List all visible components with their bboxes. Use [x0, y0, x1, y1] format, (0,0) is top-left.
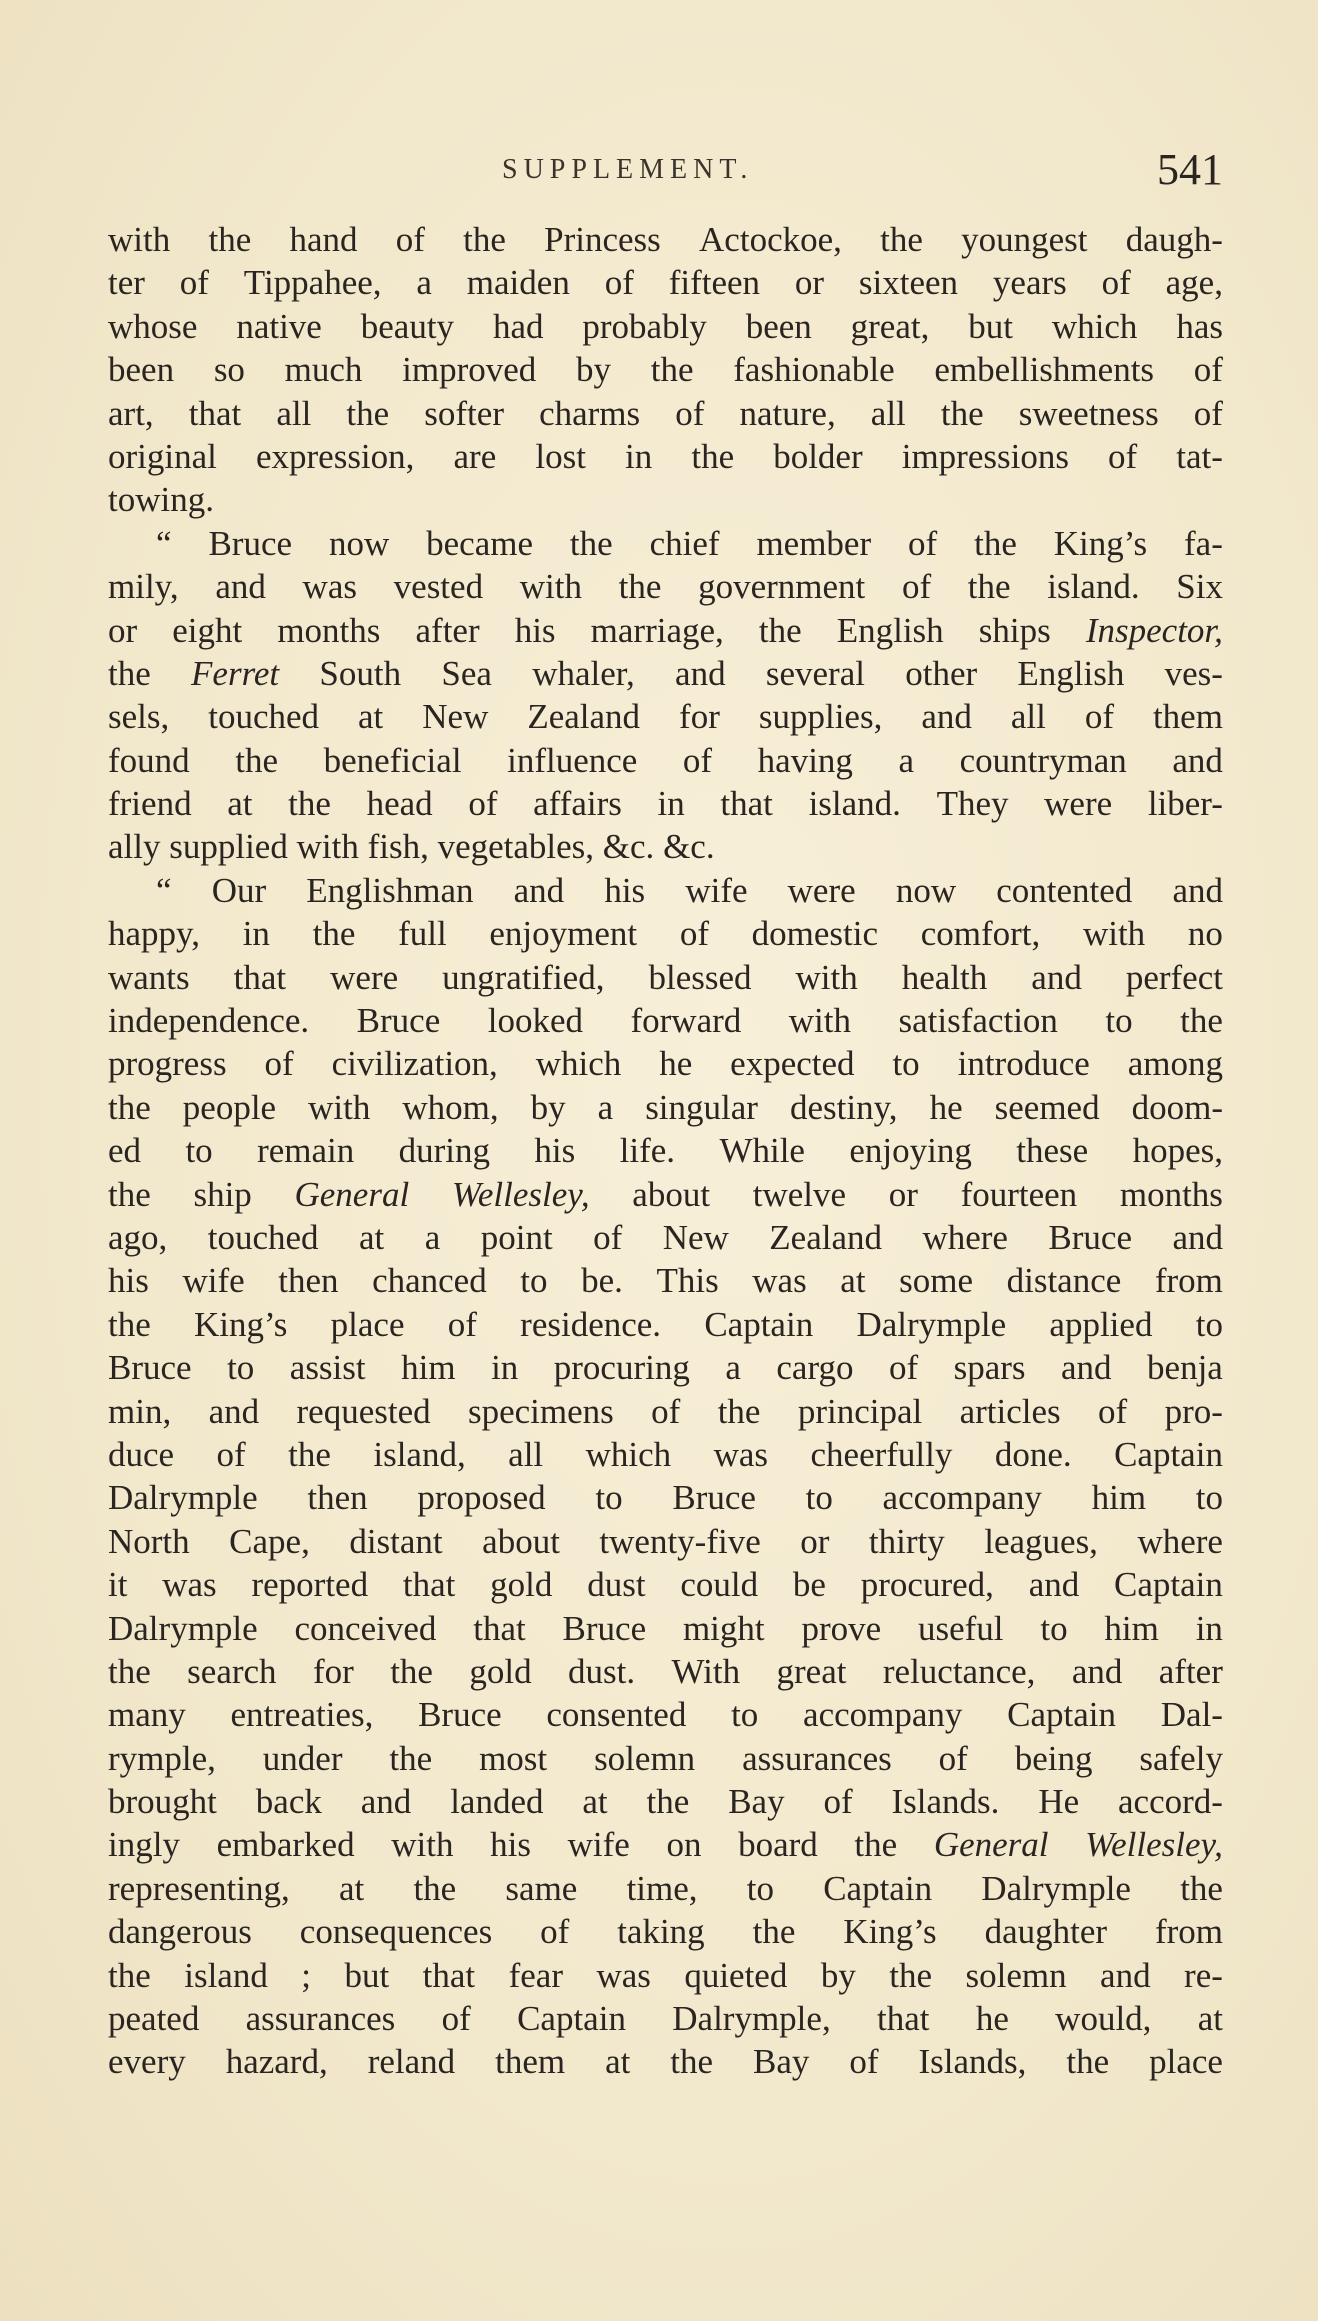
text-line: the search for the gold dust. With great reluctance, and after — [108, 1651, 1223, 1691]
text-line: towing. — [108, 480, 214, 520]
text-line: his wife then chanced to be. This was at some distance from — [108, 1261, 1223, 1301]
text-line: independence. Bruce looked forward with satisfaction to the — [108, 1001, 1223, 1041]
text-line: many entreaties, Bruce consented to accompany Captain Dal- — [108, 1695, 1223, 1735]
text-line: with the hand of the Princess Actockoe, the youngest daugh- — [108, 220, 1223, 259]
text-line: happy, in the full enjoyment of domestic comfort, with no — [108, 914, 1223, 954]
text-line: North Cape, distant about twenty-five or thirty leagues, where — [108, 1521, 1223, 1561]
text-line: ingly embarked with his wife on board the General Wellesley, — [108, 1825, 1223, 1865]
text-line: wants that were ungratified, blessed with health and perfect — [108, 957, 1223, 997]
text-line: ter of Tippahee, a maiden of fifteen or sixteen years of age, — [108, 263, 1223, 303]
text-line: brought back and landed at the Bay of Islands. He accord- — [108, 1782, 1223, 1822]
text-line: ed to remain during his life. While enjoying these hopes, — [108, 1131, 1223, 1171]
text-line: art, that all the softer charms of nature, all the sweetness of — [108, 393, 1223, 433]
text-line: the island ; but that fear was quieted by the solemn and re- — [108, 1955, 1223, 1995]
text-line: representing, at the same time, to Captain Dalrymple the — [108, 1868, 1223, 1908]
running-head: SUPPLEMENT. — [502, 154, 754, 185]
text-line: it was reported that gold dust could be procured, and Captain — [108, 1565, 1223, 1605]
text-line: sels, touched at New Zealand for supplies, and all of them — [108, 697, 1223, 737]
text-line: the ship General Wellesley, about twelve or fourteen months — [108, 1174, 1223, 1214]
text-line: mily, and was vested with the government of the island. Six — [108, 567, 1223, 607]
text-line: found the beneficial influence of having a countryman and — [108, 740, 1223, 780]
text-line: “ Our Englishman and his wife were now contented and — [156, 870, 1223, 910]
text-line: dangerous consequences of taking the King’s daughter from — [108, 1912, 1223, 1952]
text-line: Dalrymple then proposed to Bruce to accompany him to — [108, 1478, 1223, 1518]
text-line: whose native beauty had probably been great, but which has — [108, 306, 1223, 346]
text-line: or eight months after his marriage, the English ships Inspector, — [108, 610, 1223, 650]
text-line: the King’s place of residence. Captain Dalrymple applied to — [108, 1304, 1223, 1344]
text-line: original expression, are lost in the bolder impressions of tat- — [108, 436, 1223, 476]
page-header — [108, 145, 1223, 200]
text-line: ago, touched at a point of New Zealand where Bruce and — [108, 1217, 1223, 1257]
text-line: ally supplied with fish, vegetables, &c. &c. — [108, 827, 715, 867]
text-line: Bruce to assist him in procuring a cargo of spars and benja — [108, 1348, 1223, 1388]
page-number: 541 — [1157, 145, 1223, 194]
text-line: rymple, under the most solemn assurances of being safely — [108, 1738, 1223, 1778]
text-line: peated assurances of Captain Dalrymple, that he would, at — [108, 1999, 1223, 2039]
text-line: “ Bruce now became the chief member of the King’s fa- — [156, 523, 1223, 563]
text-line: min, and requested specimens of the principal articles of pro- — [108, 1391, 1223, 1431]
text-line: duce of the island, all which was cheerfully done. Captain — [108, 1434, 1223, 1474]
text-line: progress of civilization, which he expected to introduce among — [108, 1044, 1223, 1084]
text-line: Dalrymple conceived that Bruce might prove useful to him in — [108, 1608, 1223, 1648]
body-text — [108, 218, 1223, 2084]
text-line: friend at the head of affairs in that island. They were liber- — [108, 784, 1223, 824]
text-line: the Ferret South Sea whaler, and several other English ves- — [108, 653, 1223, 693]
text-line: been so much improved by the fashionable embellishments of — [108, 350, 1223, 390]
text-line: the people with whom, by a singular destiny, he seemed doom- — [108, 1087, 1223, 1127]
text-line: every hazard, reland them at the Bay of Islands, the place — [108, 2042, 1223, 2082]
